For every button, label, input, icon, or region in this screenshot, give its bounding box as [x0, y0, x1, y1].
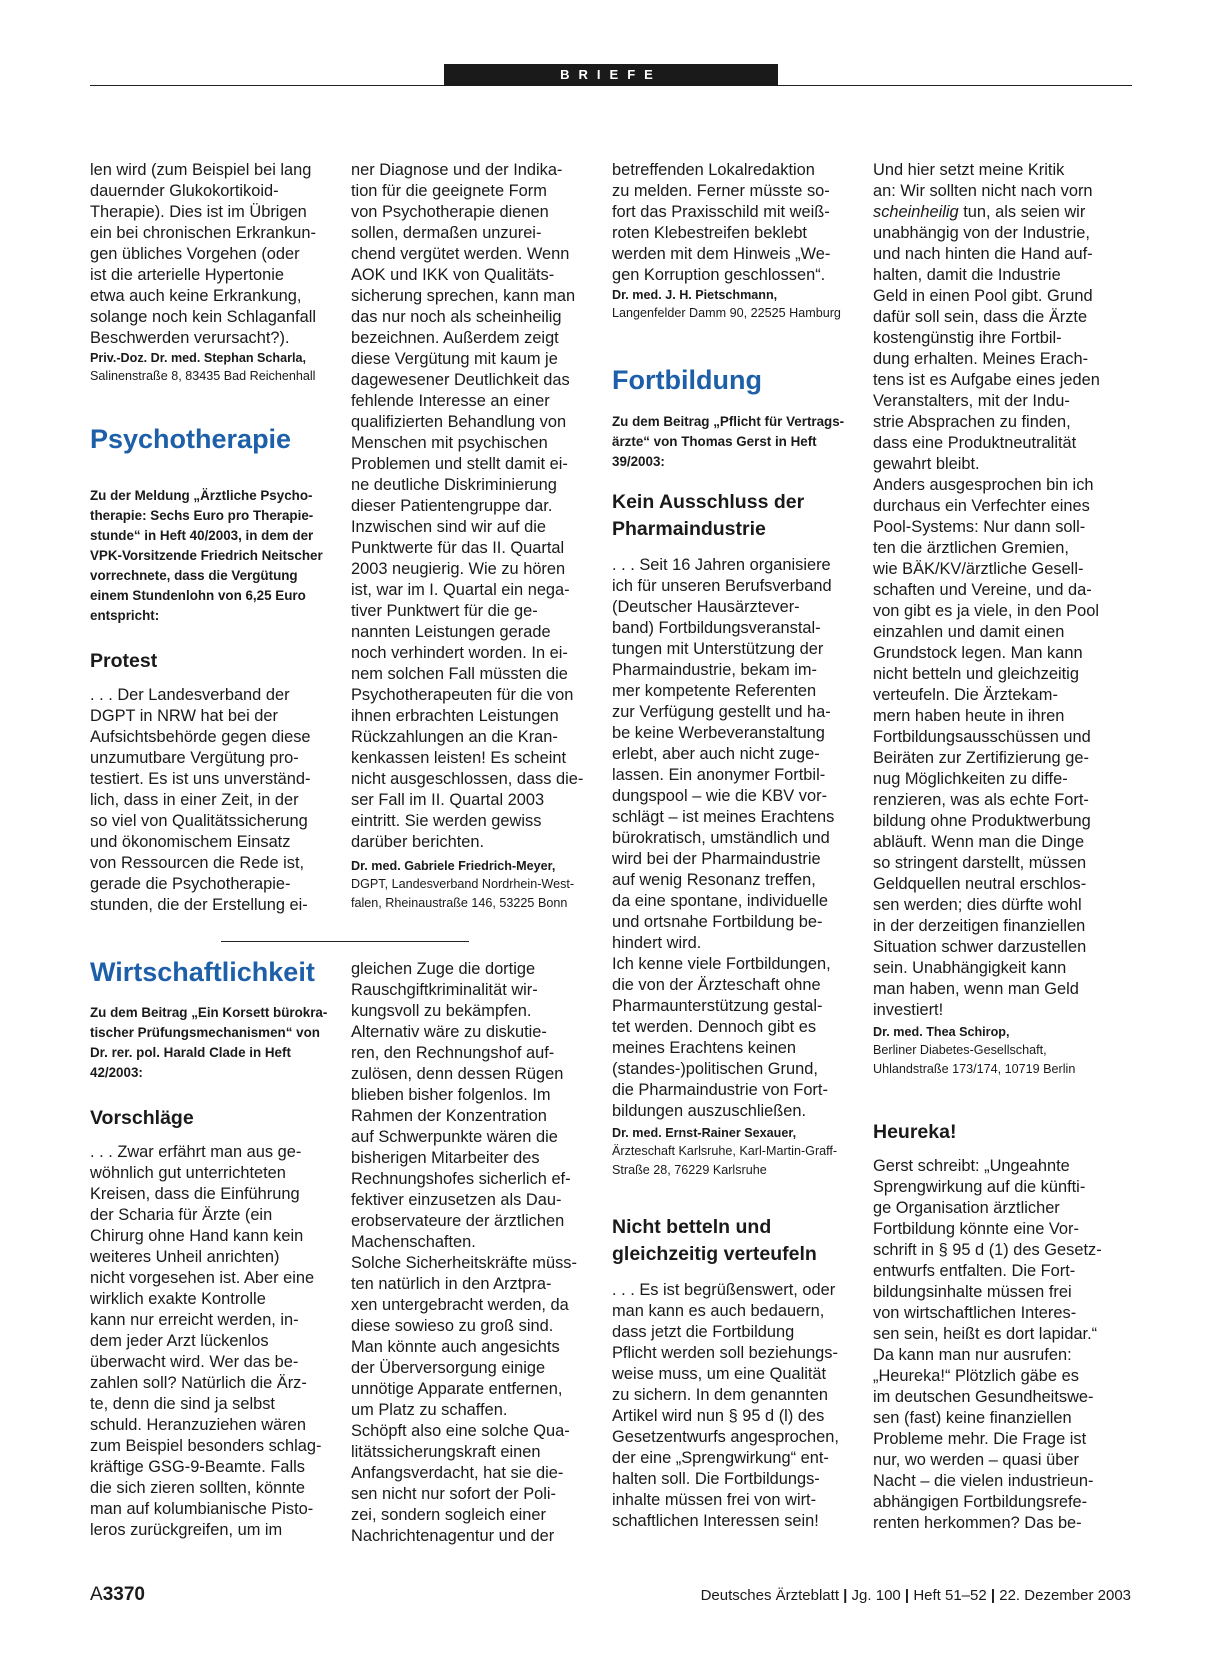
text-line: roten Klebestreifen beklebt [612, 224, 807, 242]
text-line: Sprengwirkung auf die künfti- [873, 1178, 1086, 1196]
text-line: Pharmaindustrie [612, 518, 766, 540]
affil-friedrich-meyer [351, 875, 603, 913]
text-line: Zu der Meldung „Ärztliche Psycho- [90, 488, 313, 503]
psycho-body-col2 [351, 160, 603, 853]
text-line: nannten Leistungen gerade [351, 623, 551, 641]
text-line: band) Fortbildungsveranstal- [612, 619, 821, 637]
text-line: dauernder Glukokortikoid- [90, 182, 279, 200]
text-line: (standes-)politischen Grund, [612, 1060, 818, 1078]
text-line: Pharmaindustrie, bekam im- [612, 661, 817, 679]
author-friedrich-meyer: Dr. med. Gabriele Friedrich-Meyer, [351, 859, 556, 873]
text-line: dagewesener Deutlichkeit das [351, 371, 570, 389]
text-line: sollen, dermaßen unzurei- [351, 224, 542, 242]
text-line: DGPT, Landesverband Nordrhein-West- [351, 877, 575, 891]
text-line: Geld in einen Pool gibt. Grund [873, 287, 1093, 305]
text-line: VPK-Vorsitzende Friedrich Neitscher [90, 548, 323, 563]
text-line: ärzte“ von Thomas Gerst in Heft [612, 434, 817, 449]
text-line: zulösen, denn dessen Rügen [351, 1065, 564, 1083]
section-title-fortbildung: Fortbildung [612, 365, 762, 395]
text-line: kräftige GSG-9-Beamte. Falls [90, 1458, 305, 1476]
text-line: Ärzteschaft Karlsruhe, Karl-Martin-Graff- [612, 1144, 838, 1158]
text-line: verteufeln. Die Ärztekam- [873, 686, 1058, 704]
fortbildung-sub1-body [612, 555, 864, 1122]
text-line: vorrechnete, dass die Vergütung [90, 568, 298, 583]
text-line: Man könnte auch angesichts [351, 1338, 560, 1356]
text-line: . . . Zwar erfährt man aus ge- [90, 1143, 302, 1161]
text-line: Psychotherapeuten für die von [351, 686, 574, 704]
section-title-psychotherapie: Psychotherapie [90, 424, 292, 454]
text-line: überwacht wird. Wer das be- [90, 1353, 299, 1371]
text-line: litätssicherungskraft einen [351, 1443, 541, 1461]
text-line: strie Absprachen zu finden, [873, 413, 1071, 431]
text-line: etwa auch keine Erkrankung, [90, 287, 302, 305]
text-line: Pharmaunterstützung gestal- [612, 997, 823, 1015]
text-line: DGPT in NRW hat bei der [90, 707, 278, 725]
text-line: Anfangsverdacht, hat sie die- [351, 1464, 564, 1482]
text-line: nem solchen Fall müssten die [351, 665, 568, 683]
text-line: tet werden. Dennoch gibt es [612, 1018, 817, 1036]
text-line: Uhlandstraße 173/174, 10719 Berlin [873, 1062, 1076, 1076]
text-line: bezeichnen. Außerdem zeigt [351, 329, 559, 347]
text-line: betreffenden Lokalredaktion [612, 161, 815, 179]
text-line: lassen. Ein anonymer Fortbil- [612, 766, 826, 784]
text-line: man kann es auch bedauern, [612, 1302, 825, 1320]
text-line: Grundstock legen. Man kann [873, 644, 1083, 662]
subtitle-nicht-betteln [612, 1214, 864, 1268]
affil-sexauer [612, 1142, 864, 1180]
journal-info: Deutsches Ärzteblatt | Jg. 100 | Heft 51–52 | 22. Dezember 2003 [700, 1587, 1131, 1604]
text-line: „Heureka!“ Plötzlich gäbe es [873, 1367, 1079, 1385]
text-line: Machenschaften. [351, 1233, 476, 1251]
text-line: Nacht – die vielen industrieun- [873, 1472, 1094, 1490]
text-line: das nur noch als scheinheilig [351, 308, 562, 326]
text-line: . . . Der Landesverband der [90, 686, 290, 704]
author-scharla: Priv.-Doz. Dr. med. Stephan Scharla, [90, 351, 307, 365]
text-line: schuld. Heranzuziehen wären [90, 1416, 306, 1434]
text-line: halten soll. Die Fortbildungs- [612, 1470, 820, 1488]
author-schirop: Dr. med. Thea Schirop, [873, 1025, 1010, 1039]
text-line: 42/2003: [90, 1065, 143, 1080]
text-line: ge Organisation ärztlicher [873, 1199, 1060, 1217]
text-line: te, denn die sind ja selbst [90, 1395, 275, 1413]
psycho-reference [90, 486, 342, 626]
text-line: Ich kenne viele Fortbildungen, [612, 955, 831, 973]
text-line: Langenfelder Damm 90, 22525 Hamburg [612, 306, 841, 320]
text-line: Beschwerden verursacht?). [90, 329, 290, 347]
text-line: dem jeder Arzt lückenlos [90, 1332, 269, 1350]
text-line: AOK und IKK von Qualitäts- [351, 266, 555, 284]
text-line: in der derzeitigen finanziellen [873, 917, 1086, 935]
text-line: sen werden; dies dürfte wohl [873, 896, 1082, 914]
heureka-body [873, 1156, 1125, 1534]
text-line: Gesetzentwurfs angesprochen, [612, 1428, 839, 1446]
text-line: wird bei der Pharmaindustrie [612, 850, 821, 868]
text-line: Veranstalters, mit der Indu- [873, 392, 1070, 410]
text-line: einem Stundenlohn von 6,25 Euro [90, 588, 306, 603]
text-line: Straße 28, 76229 Karlsruhe [612, 1163, 767, 1177]
text-line: testiert. Es ist uns unverständ- [90, 770, 311, 788]
text-line: qualifizierten Behandlung von [351, 413, 567, 431]
text-line: noch verhindert worden. In ei- [351, 644, 568, 662]
text-line: dungspool – wie die KBV vor- [612, 787, 828, 805]
col4-body [873, 160, 1125, 1021]
text-line: kungsvoll zu bekämpfen. [351, 1002, 532, 1020]
text-line: Nicht betteln und [612, 1216, 772, 1238]
text-line: Aufsichtsbehörde gegen diese [90, 728, 311, 746]
text-line: Fortbildung könnte eine Vor- [873, 1220, 1079, 1238]
text-line: gleichzeitig verteufeln [612, 1243, 817, 1265]
text-line: sen nicht nur sofort der Poli- [351, 1485, 556, 1503]
text-line: gewahrt bleibt. [873, 455, 980, 473]
fortbildung-sub2-body [612, 1280, 864, 1532]
text-line: Kreisen, dass die Einführung [90, 1185, 300, 1203]
col1-continuation [90, 160, 342, 386]
text-line: investiert! [873, 1001, 944, 1019]
text-line: weiteres Unheil anrichten) [90, 1248, 280, 1266]
text-line: ne deutliche Diskriminierung [351, 476, 557, 494]
text-line: Situation schwer darzustellen [873, 938, 1087, 956]
psycho-col2 [351, 160, 603, 913]
text-line: ten die ärztlichen Gremien, [873, 539, 1069, 557]
text-line: kostengünstig ihre Fortbil- [873, 329, 1062, 347]
text-line: therapie: Sechs Euro pro Therapie- [90, 508, 314, 523]
text-line: nicht ausgeschlossen, dass die- [351, 770, 584, 788]
text-line: einzahlen und damit einen [873, 623, 1065, 641]
text-line: sen (fast) keine finanziellen [873, 1409, 1072, 1427]
text-line: bürokratisch, umständlich und [612, 829, 830, 847]
text-line: nicht betteln und gleichzeitig [873, 665, 1079, 683]
text-line: xen untergebracht werden, da [351, 1296, 569, 1314]
text-line: der Scharia für Ärzte (ein [90, 1206, 273, 1224]
text-line: lich, dass in einer Zeit, in der [90, 791, 299, 809]
text-line: bildungen auszuschließen. [612, 1102, 807, 1120]
text-line: Pool-Systems: Nur dann soll- [873, 518, 1086, 536]
text-line: Rechnungshofes sicherlich ef- [351, 1170, 571, 1188]
text-line: Probleme mehr. Die Frage ist [873, 1430, 1087, 1448]
page-number-value: 3370 [102, 1584, 145, 1605]
text-line: der eine „Sprengwirkung“ ent- [612, 1449, 829, 1467]
text-line: mern haben heute in ihren [873, 707, 1065, 725]
text-line: von Psychotherapie dienen [351, 203, 549, 221]
text-line: schrift in § 95 d (1) des Gesetz- [873, 1241, 1102, 1259]
text-line: von gibt es ja viele, in den Pool [873, 602, 1099, 620]
text-line: sicherung sprechen, kann man [351, 287, 576, 305]
journal-name: Deutsches Ärzteblatt [700, 1587, 839, 1604]
text-line: inhalte müssen frei von wirt- [612, 1491, 817, 1509]
text-line: gleichen Zuge die dortige [351, 960, 536, 978]
text-line: Beiräten zur Zertifizierung ge- [873, 749, 1089, 767]
text-line: kann nur erreicht werden, in- [90, 1311, 299, 1329]
text-line: ihnen erbrachten Leistungen [351, 707, 559, 725]
journal-date: 22. Dezember 2003 [999, 1587, 1131, 1604]
subtitle-vorschlaege: Vorschläge [90, 1107, 194, 1129]
text-line: ren, den Rechnungshof auf- [351, 1044, 555, 1062]
col3-cont-text [612, 160, 864, 286]
text-line: schlägt – ist meines Erachtens [612, 808, 835, 826]
text-line: leros zurückgreifen, um im [90, 1521, 283, 1539]
text-line: stunde“ in Heft 40/2003, in dem der [90, 528, 314, 543]
text-line: erlebt, aber auch nicht zuge- [612, 745, 820, 763]
text-line: Chirurg ohne Hand kann kein [90, 1227, 304, 1245]
text-line: auf Schwerpunkte wären die [351, 1128, 558, 1146]
text-line: ein bei chronischen Erkrankun- [90, 224, 316, 242]
text-line: Salinenstraße 8, 83435 Bad Reichenhall [90, 369, 316, 383]
text-line: eintritt. Sie werden gewiss [351, 812, 542, 830]
text-line: Schöpft also eine solche Qua- [351, 1422, 570, 1440]
fortbildung-reference [612, 412, 864, 472]
text-line: ner Diagnose und der Indika- [351, 161, 563, 179]
text-line: und nach hinten die Hand auf- [873, 245, 1093, 263]
text-line: man haben, wenn man Geld [873, 980, 1079, 998]
text-line: die Pharmaindustrie von Fort- [612, 1081, 828, 1099]
text-line: dieser Patientengruppe dar. [351, 497, 553, 515]
article-divider [221, 941, 469, 942]
text-line: bisherigen Mitarbeiter des [351, 1149, 540, 1167]
text-line: fort das Praxisschild mit weiß- [612, 203, 830, 221]
text-line: und ökonomischem Einsatz [90, 833, 291, 851]
text-line: nicht vorgesehen ist. Aber eine [90, 1269, 315, 1287]
text-line: entspricht: [90, 608, 160, 623]
text-line: diese Vergütung mit kaum je [351, 350, 558, 368]
wirtschaft-col1 [90, 1003, 342, 1541]
wirtschaft-reference [90, 1003, 342, 1083]
text-line: die sich zieren sollten, könnte [90, 1479, 306, 1497]
text-line: tion für die geeignete Form [351, 182, 547, 200]
text-line: fehlende Interesse an einer [351, 392, 550, 410]
text-line: unzumutbare Vergütung pro- [90, 749, 299, 767]
text-line: dass eine Produktneutralität [873, 434, 1077, 452]
text-line: abhängigen Fortbildungsrefe- [873, 1493, 1088, 1511]
text-line: der Überversorgung einige [351, 1359, 546, 1377]
journal-issue: Heft 51–52 [913, 1587, 987, 1604]
text-line: bildung ohne Produktwerbung [873, 812, 1091, 830]
text-line: im deutschen Gesundheitswe- [873, 1388, 1094, 1406]
text-line: scheinheilig tun, als seien wir [873, 203, 1086, 221]
text-line: chend vergütet werden. Wenn [351, 245, 570, 263]
text-line: werden mit dem Hinweis „We- [612, 245, 831, 263]
text-line: an: Wir sollten nicht nach vorn [873, 182, 1093, 200]
text-line: gerade die Psychotherapie- [90, 875, 291, 893]
text-line: ist, war im I. Quartal ein nega- [351, 581, 570, 599]
text-line: darüber berichten. [351, 833, 485, 851]
text-line: mer kompetente Referenten [612, 682, 817, 700]
subtitle-heureka: Heureka! [873, 1121, 957, 1143]
text-line: Und hier setzt meine Kritik [873, 161, 1065, 179]
wirtschaft-col2 [351, 959, 603, 1547]
affil-pietschmann [612, 304, 864, 323]
text-line: zu melden. Ferner müsste so- [612, 182, 830, 200]
text-line: Solche Sicherheitskräfte müss- [351, 1254, 577, 1272]
text-line: abläuft. Wenn man die Dinge [873, 833, 1085, 851]
text-line: auf wenig Resonanz treffen, [612, 871, 816, 889]
text-line: Zu dem Beitrag „Ein Korsett bürokra- [90, 1005, 328, 1020]
text-line: sen sein, heißt es dort lapidar.“ [873, 1325, 1098, 1343]
text-line: Artikel wird nun § 95 d (l) des [612, 1407, 825, 1425]
col1-cont-text [90, 160, 342, 349]
text-line: Geldquellen neutral erschlos- [873, 875, 1087, 893]
text-line: stunden, die der Erstellung ei- [90, 896, 308, 914]
section-header: BRIEFE [444, 64, 778, 86]
text-line: falen, Rheinaustraße 146, 53225 Bonn [351, 896, 568, 910]
text-line: renten herkommen? Das be- [873, 1514, 1082, 1532]
text-line: Inzwischen sind wir auf die [351, 518, 546, 536]
text-line: ist die arterielle Hypertonie [90, 266, 285, 284]
text-line: zum Beispiel besonders schlag- [90, 1437, 322, 1455]
text-line: Fortbildungsausschüssen und [873, 728, 1091, 746]
col3-continuation [612, 160, 864, 323]
text-line: durchaus ein Verfechter eines [873, 497, 1090, 515]
text-line: Berliner Diabetes-Gesellschaft, [873, 1043, 1047, 1057]
psycho-col1 [90, 486, 342, 916]
text-line: nug Möglichkeiten zu diffe- [873, 770, 1068, 788]
text-line: Pflicht werden soll beziehungs- [612, 1344, 838, 1362]
text-line: 39/2003: [612, 454, 665, 469]
text-line: ser Fall im II. Quartal 2003 [351, 791, 545, 809]
text-line: unabhängig von der Industrie, [873, 224, 1090, 242]
text-line: ten natürlich in den Arztpra- [351, 1275, 552, 1293]
text-line: Rahmen der Konzentration [351, 1107, 547, 1125]
text-line: ich für unseren Berufsverband [612, 577, 832, 595]
text-line: entwurfs entfalten. Die Fort- [873, 1262, 1076, 1280]
text-line: dung erhalten. Meines Erach- [873, 350, 1089, 368]
text-line: von wirtschaftlichen Interes- [873, 1304, 1077, 1322]
text-line: Rauschgiftkriminalität wir- [351, 981, 538, 999]
text-line: tens ist es Aufgabe eines jeden [873, 371, 1100, 389]
text-line: wirklich exakte Kontrolle [90, 1290, 266, 1308]
text-line: blieben bisher folgenlos. Im [351, 1086, 551, 1104]
fortbildung-col3 [612, 412, 864, 1532]
text-line: tiver Punktwert für die ge- [351, 602, 538, 620]
text-line: Da kann man nur ausrufen: [873, 1346, 1072, 1364]
text-line: Problemen und stellt damit ei- [351, 455, 568, 473]
text-line: Kein Ausschluss der [612, 491, 805, 513]
wirtschaft-body-col2 [351, 959, 603, 1547]
text-line: . . . Seit 16 Jahren organisiere [612, 556, 831, 574]
text-line: . . . Es ist begrüßenswert, oder [612, 1281, 836, 1299]
text-line: dass jetzt die Fortbildung [612, 1323, 795, 1341]
text-line: wöhnlich gut unterrichteten [90, 1164, 286, 1182]
text-line: man auf kolumbianische Pisto- [90, 1500, 314, 1518]
text-line: Nachrichtenagentur und der [351, 1527, 555, 1545]
text-line: Alternativ wäre zu diskutie- [351, 1023, 547, 1041]
psycho-body-col1 [90, 685, 342, 916]
text-line: zu sichern. In dem genannten [612, 1386, 828, 1404]
text-line: zahlen soll? Natürlich die Ärz- [90, 1374, 307, 1392]
subtitle-protest: Protest [90, 650, 158, 672]
text-line: tischer Prüfungsmechanismen“ von [90, 1025, 320, 1040]
text-line: weise muss, um eine Qualität [612, 1365, 827, 1383]
text-line: gen Korruption geschlossen“. [612, 266, 826, 284]
text-line: Therapie). Dies ist im Übrigen [90, 203, 307, 221]
text-line: die von der Ärzteschaft ohne [612, 976, 821, 994]
text-line: Anders ausgesprochen bin ich [873, 476, 1094, 494]
text-line: be keine Werbeveranstaltung [612, 724, 825, 742]
text-line: Zu dem Beitrag „Pflicht für Vertrags- [612, 414, 845, 429]
text-line: Punktwerte für das II. Quartal [351, 539, 565, 557]
text-line: um Platz zu schaffen. [351, 1401, 508, 1419]
subtitle-kein-ausschluss [612, 489, 864, 543]
text-line: renzieren, was als echte Fort- [873, 791, 1089, 809]
text-line: fektiver einzusetzen als Dau- [351, 1191, 562, 1209]
text-line: Gerst schreibt: „Ungeahnte [873, 1157, 1070, 1175]
affil-scharla [90, 367, 342, 386]
text-line: schaftlichen Interessen sein! [612, 1512, 819, 1530]
page-number [90, 1583, 145, 1607]
text-line: so viel von Qualitätssicherung [90, 812, 308, 830]
text-line: unnötige Apparate entfernen, [351, 1380, 563, 1398]
wirtschaft-body-col1 [90, 1142, 342, 1541]
text-line: dafür soll sein, dass die Ärzte [873, 308, 1088, 326]
affil-schirop [873, 1041, 1125, 1079]
text-line: halten, damit die Industrie [873, 266, 1061, 284]
journal-volume: Jg. 100 [851, 1587, 901, 1604]
text-line: meines Erachtens keinen [612, 1039, 797, 1057]
text-line: da eine spontane, individuelle [612, 892, 828, 910]
text-line: so stringent darstellt, müssen [873, 854, 1087, 872]
author-pietschmann: Dr. med. J. H. Pietschmann, [612, 288, 778, 302]
text-line: zei, sondern sogleich einer [351, 1506, 546, 1524]
page-prefix: A [90, 1584, 103, 1605]
text-line: tungen mit Unterstützung der [612, 640, 824, 658]
text-line: nur, wo werden – quasi über [873, 1451, 1079, 1469]
text-line: Menschen mit psychischen [351, 434, 548, 452]
text-line: (Deutscher Hausärztever- [612, 598, 800, 616]
text-line: schaften und Vereine, und da- [873, 581, 1092, 599]
text-line: kenkassen leisten! Es scheint [351, 749, 567, 767]
text-line: Rückzahlungen an die Kran- [351, 728, 558, 746]
col4 [873, 160, 1125, 1534]
text-line: erobservateure der ärztlichen [351, 1212, 565, 1230]
author-sexauer: Dr. med. Ernst-Rainer Sexauer, [612, 1126, 797, 1140]
text-line: Dr. rer. pol. Harald Clade in Heft [90, 1045, 291, 1060]
text-line: solange noch kein Schlaganfall [90, 308, 316, 326]
text-line: zur Verfügung gestellt und ha- [612, 703, 831, 721]
text-line: gen übliches Vorgehen (oder [90, 245, 300, 263]
section-title-wirtschaftlichkeit: Wirtschaftlichkeit [90, 957, 315, 987]
text-line: bildungsinhalte müssen frei [873, 1283, 1072, 1301]
text-line: und ortsnahe Fortbildung be- [612, 913, 823, 931]
text-line: len wird (zum Beispiel bei lang [90, 161, 312, 179]
text-line: wie BÄK/KV/ärztliche Gesell- [873, 560, 1084, 578]
text-line: diese sowieso zu groß sind. [351, 1317, 554, 1335]
text-line: von Ressourcen die Rede ist, [90, 854, 305, 872]
text-line: 2003 neugierig. Wie zu hören [351, 560, 566, 578]
text-line: sein. Unabhängigkeit kann [873, 959, 1067, 977]
text-line: hindert wird. [612, 934, 702, 952]
